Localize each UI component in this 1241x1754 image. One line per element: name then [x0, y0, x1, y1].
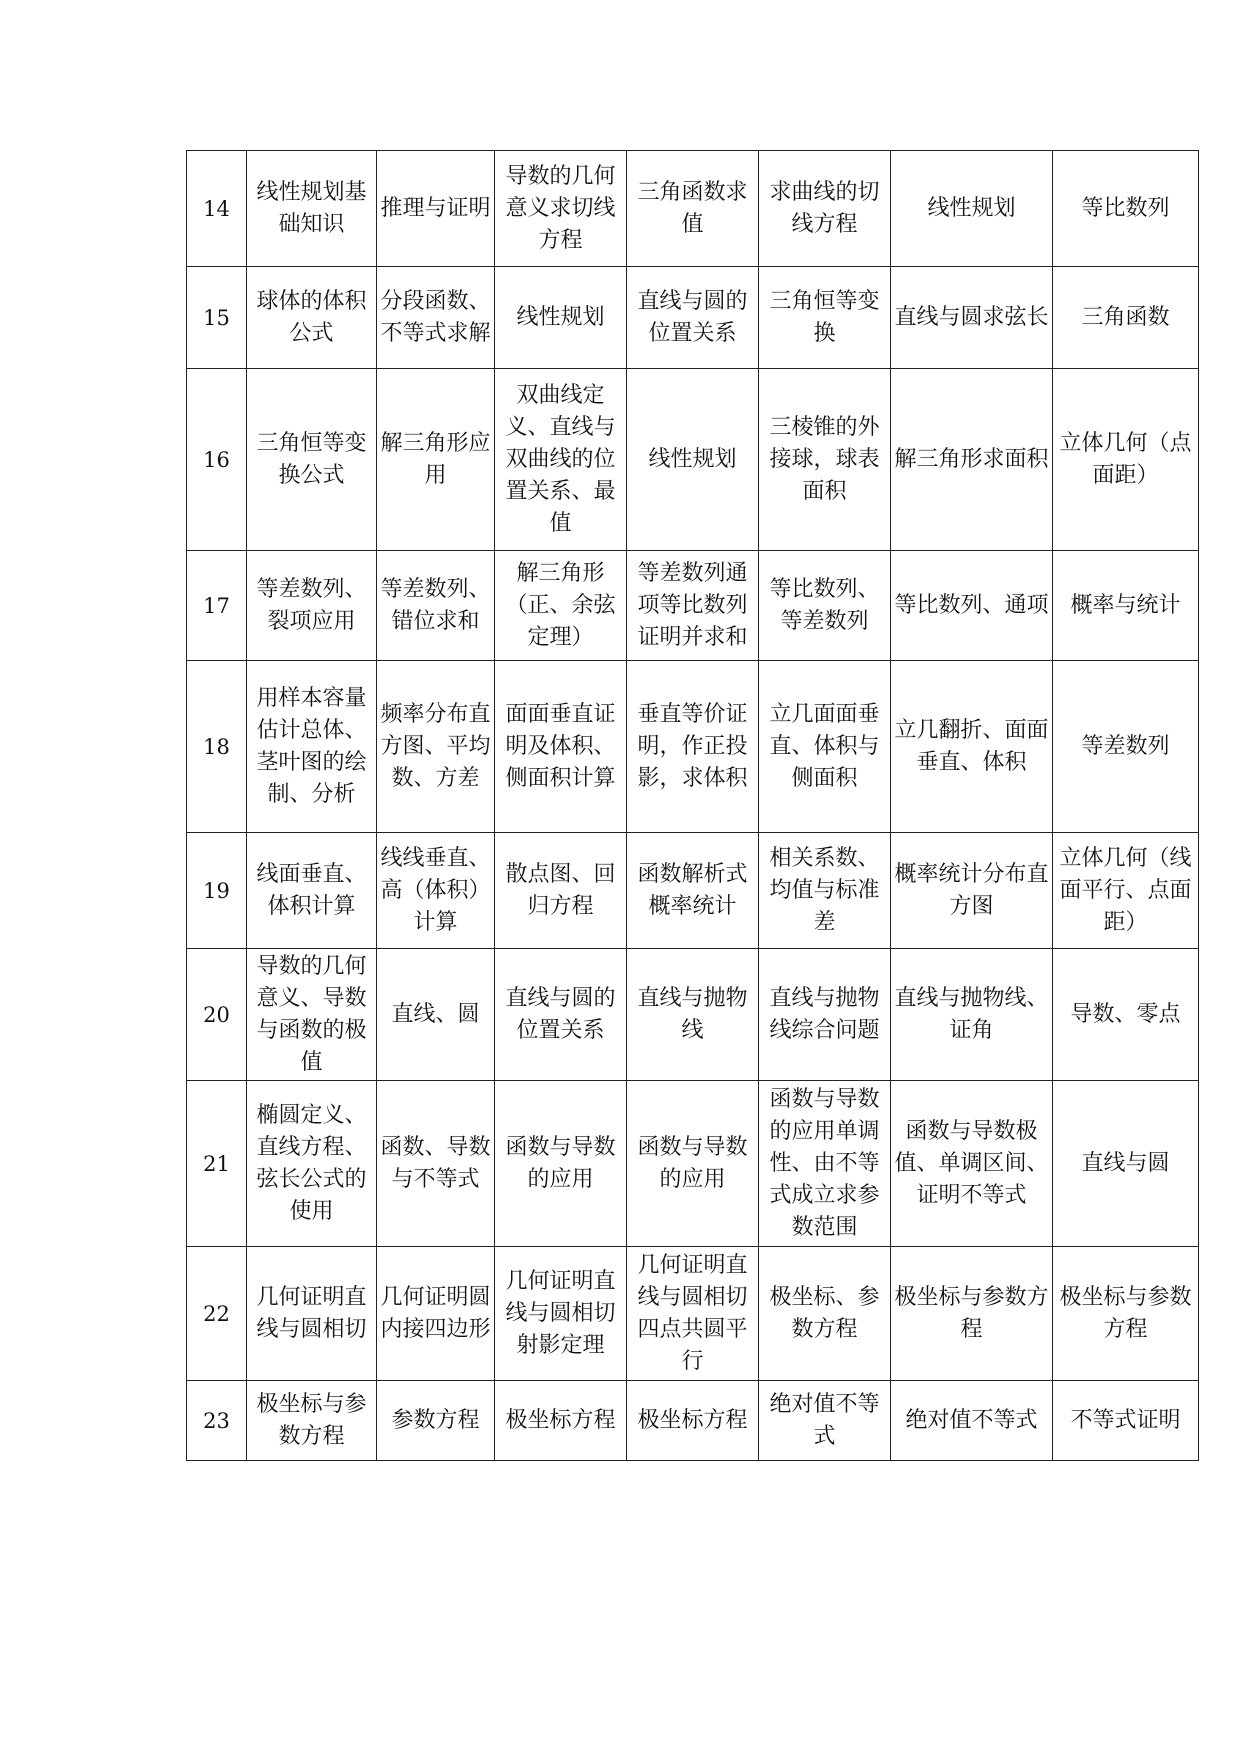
question-number: 21	[187, 1081, 247, 1247]
table-row	[187, 369, 1199, 551]
question-number: 23	[187, 1381, 247, 1461]
topic-cell: 等比数列、通项	[891, 551, 1053, 661]
question-number: 22	[187, 1247, 247, 1381]
table-row	[187, 1381, 1199, 1461]
topic-cell: 极坐标方程	[627, 1381, 759, 1461]
table-row	[187, 1081, 1199, 1247]
topic-cell: 直线与抛物线	[627, 949, 759, 1081]
topic-cell: 立体几何（线面平行、点面距）	[1053, 833, 1199, 949]
topic-cell: 推理与证明	[377, 151, 495, 267]
topic-cell: 函数与导数的应用	[627, 1081, 759, 1247]
topic-cell: 线性规划基础知识	[247, 151, 377, 267]
topic-cell: 用样本容量估计总体、茎叶图的绘制、分析	[247, 661, 377, 833]
topic-cell: 导数的几何意义求切线方程	[495, 151, 627, 267]
topic-cell: 三角恒等变换	[759, 267, 891, 369]
topic-cell: 几何证明圆内接四边形	[377, 1247, 495, 1381]
topic-cell: 导数的几何意义、导数与函数的极值	[247, 949, 377, 1081]
topic-cell: 概率统计分布直方图	[891, 833, 1053, 949]
topic-cell: 等差数列、裂项应用	[247, 551, 377, 661]
topic-cell: 解三角形（正、余弦定理）	[495, 551, 627, 661]
table-row	[187, 833, 1199, 949]
topic-cell: 直线与抛物线、证角	[891, 949, 1053, 1081]
topic-cell: 极坐标方程	[495, 1381, 627, 1461]
table-row	[187, 1247, 1199, 1381]
topic-cell: 导数、零点	[1053, 949, 1199, 1081]
topic-cell: 几何证明直线与圆相切	[247, 1247, 377, 1381]
topic-cell: 立几面面垂直、体积与侧面积	[759, 661, 891, 833]
exam-topics-table	[186, 150, 1199, 1461]
topic-cell: 参数方程	[377, 1381, 495, 1461]
question-number: 18	[187, 661, 247, 833]
topic-cell: 线性规划	[495, 267, 627, 369]
topic-cell: 椭圆定义、直线方程、弦长公式的使用	[247, 1081, 377, 1247]
topic-cell: 面面垂直证明及体积、侧面积计算	[495, 661, 627, 833]
topic-cell: 三角函数求值	[627, 151, 759, 267]
topic-cell: 极坐标与参数方程	[247, 1381, 377, 1461]
topic-cell: 等比数列	[1053, 151, 1199, 267]
table-row	[187, 949, 1199, 1081]
topic-cell: 函数解析式概率统计	[627, 833, 759, 949]
topic-cell: 极坐标与参数方程	[1053, 1247, 1199, 1381]
topic-cell: 函数、导数与不等式	[377, 1081, 495, 1247]
topic-cell: 函数与导数的应用	[495, 1081, 627, 1247]
topic-cell: 概率与统计	[1053, 551, 1199, 661]
topic-cell: 不等式证明	[1053, 1381, 1199, 1461]
question-number: 16	[187, 369, 247, 551]
topic-cell: 立几翻折、面面垂直、体积	[891, 661, 1053, 833]
topic-cell: 解三角形应用	[377, 369, 495, 551]
table-row	[187, 551, 1199, 661]
topic-cell: 线线垂直、高（体积）计算	[377, 833, 495, 949]
topic-cell: 三角函数	[1053, 267, 1199, 369]
topic-cell: 直线与圆求弦长	[891, 267, 1053, 369]
table-row	[187, 267, 1199, 369]
topic-cell: 直线与圆的位置关系	[495, 949, 627, 1081]
topic-cell: 三棱锥的外接球，球表面积	[759, 369, 891, 551]
topic-cell: 等差数列、错位求和	[377, 551, 495, 661]
topic-cell: 线性规划	[627, 369, 759, 551]
topic-cell: 直线与抛物线综合问题	[759, 949, 891, 1081]
table-row	[187, 661, 1199, 833]
topic-cell: 求曲线的切线方程	[759, 151, 891, 267]
question-number: 14	[187, 151, 247, 267]
topic-cell: 几何证明直线与圆相切射影定理	[495, 1247, 627, 1381]
question-number: 17	[187, 551, 247, 661]
topic-cell: 双曲线定义、直线与双曲线的位置关系、最值	[495, 369, 627, 551]
topic-cell: 绝对值不等式	[891, 1381, 1053, 1461]
topic-cell: 函数与导数的应用单调性、由不等式成立求参数范围	[759, 1081, 891, 1247]
topic-cell: 解三角形求面积	[891, 369, 1053, 551]
topic-cell: 垂直等价证明，作正投影，求体积	[627, 661, 759, 833]
question-number: 19	[187, 833, 247, 949]
topic-cell: 频率分布直方图、平均数、方差	[377, 661, 495, 833]
topic-cell: 三角恒等变换公式	[247, 369, 377, 551]
topic-cell: 直线、圆	[377, 949, 495, 1081]
topic-cell: 函数与导数极值、单调区间、证明不等式	[891, 1081, 1053, 1247]
topic-cell: 分段函数、不等式求解	[377, 267, 495, 369]
topic-cell: 相关系数、均值与标准差	[759, 833, 891, 949]
topic-cell: 绝对值不等式	[759, 1381, 891, 1461]
topic-cell: 极坐标与参数方程	[891, 1247, 1053, 1381]
topic-cell: 等差数列	[1053, 661, 1199, 833]
topic-cell: 等差数列通项等比数列证明并求和	[627, 551, 759, 661]
question-number: 15	[187, 267, 247, 369]
topic-cell: 几何证明直线与圆相切四点共圆平行	[627, 1247, 759, 1381]
topic-cell: 极坐标、参数方程	[759, 1247, 891, 1381]
topic-cell: 直线与圆的位置关系	[627, 267, 759, 369]
topic-cell: 线性规划	[891, 151, 1053, 267]
question-number: 20	[187, 949, 247, 1081]
topic-cell: 直线与圆	[1053, 1081, 1199, 1247]
table-body	[187, 151, 1199, 1461]
topic-cell: 线面垂直、体积计算	[247, 833, 377, 949]
topic-cell: 球体的体积公式	[247, 267, 377, 369]
table-row	[187, 151, 1199, 267]
topic-cell: 立体几何（点面距）	[1053, 369, 1199, 551]
topic-cell: 等比数列、等差数列	[759, 551, 891, 661]
topic-cell: 散点图、回归方程	[495, 833, 627, 949]
